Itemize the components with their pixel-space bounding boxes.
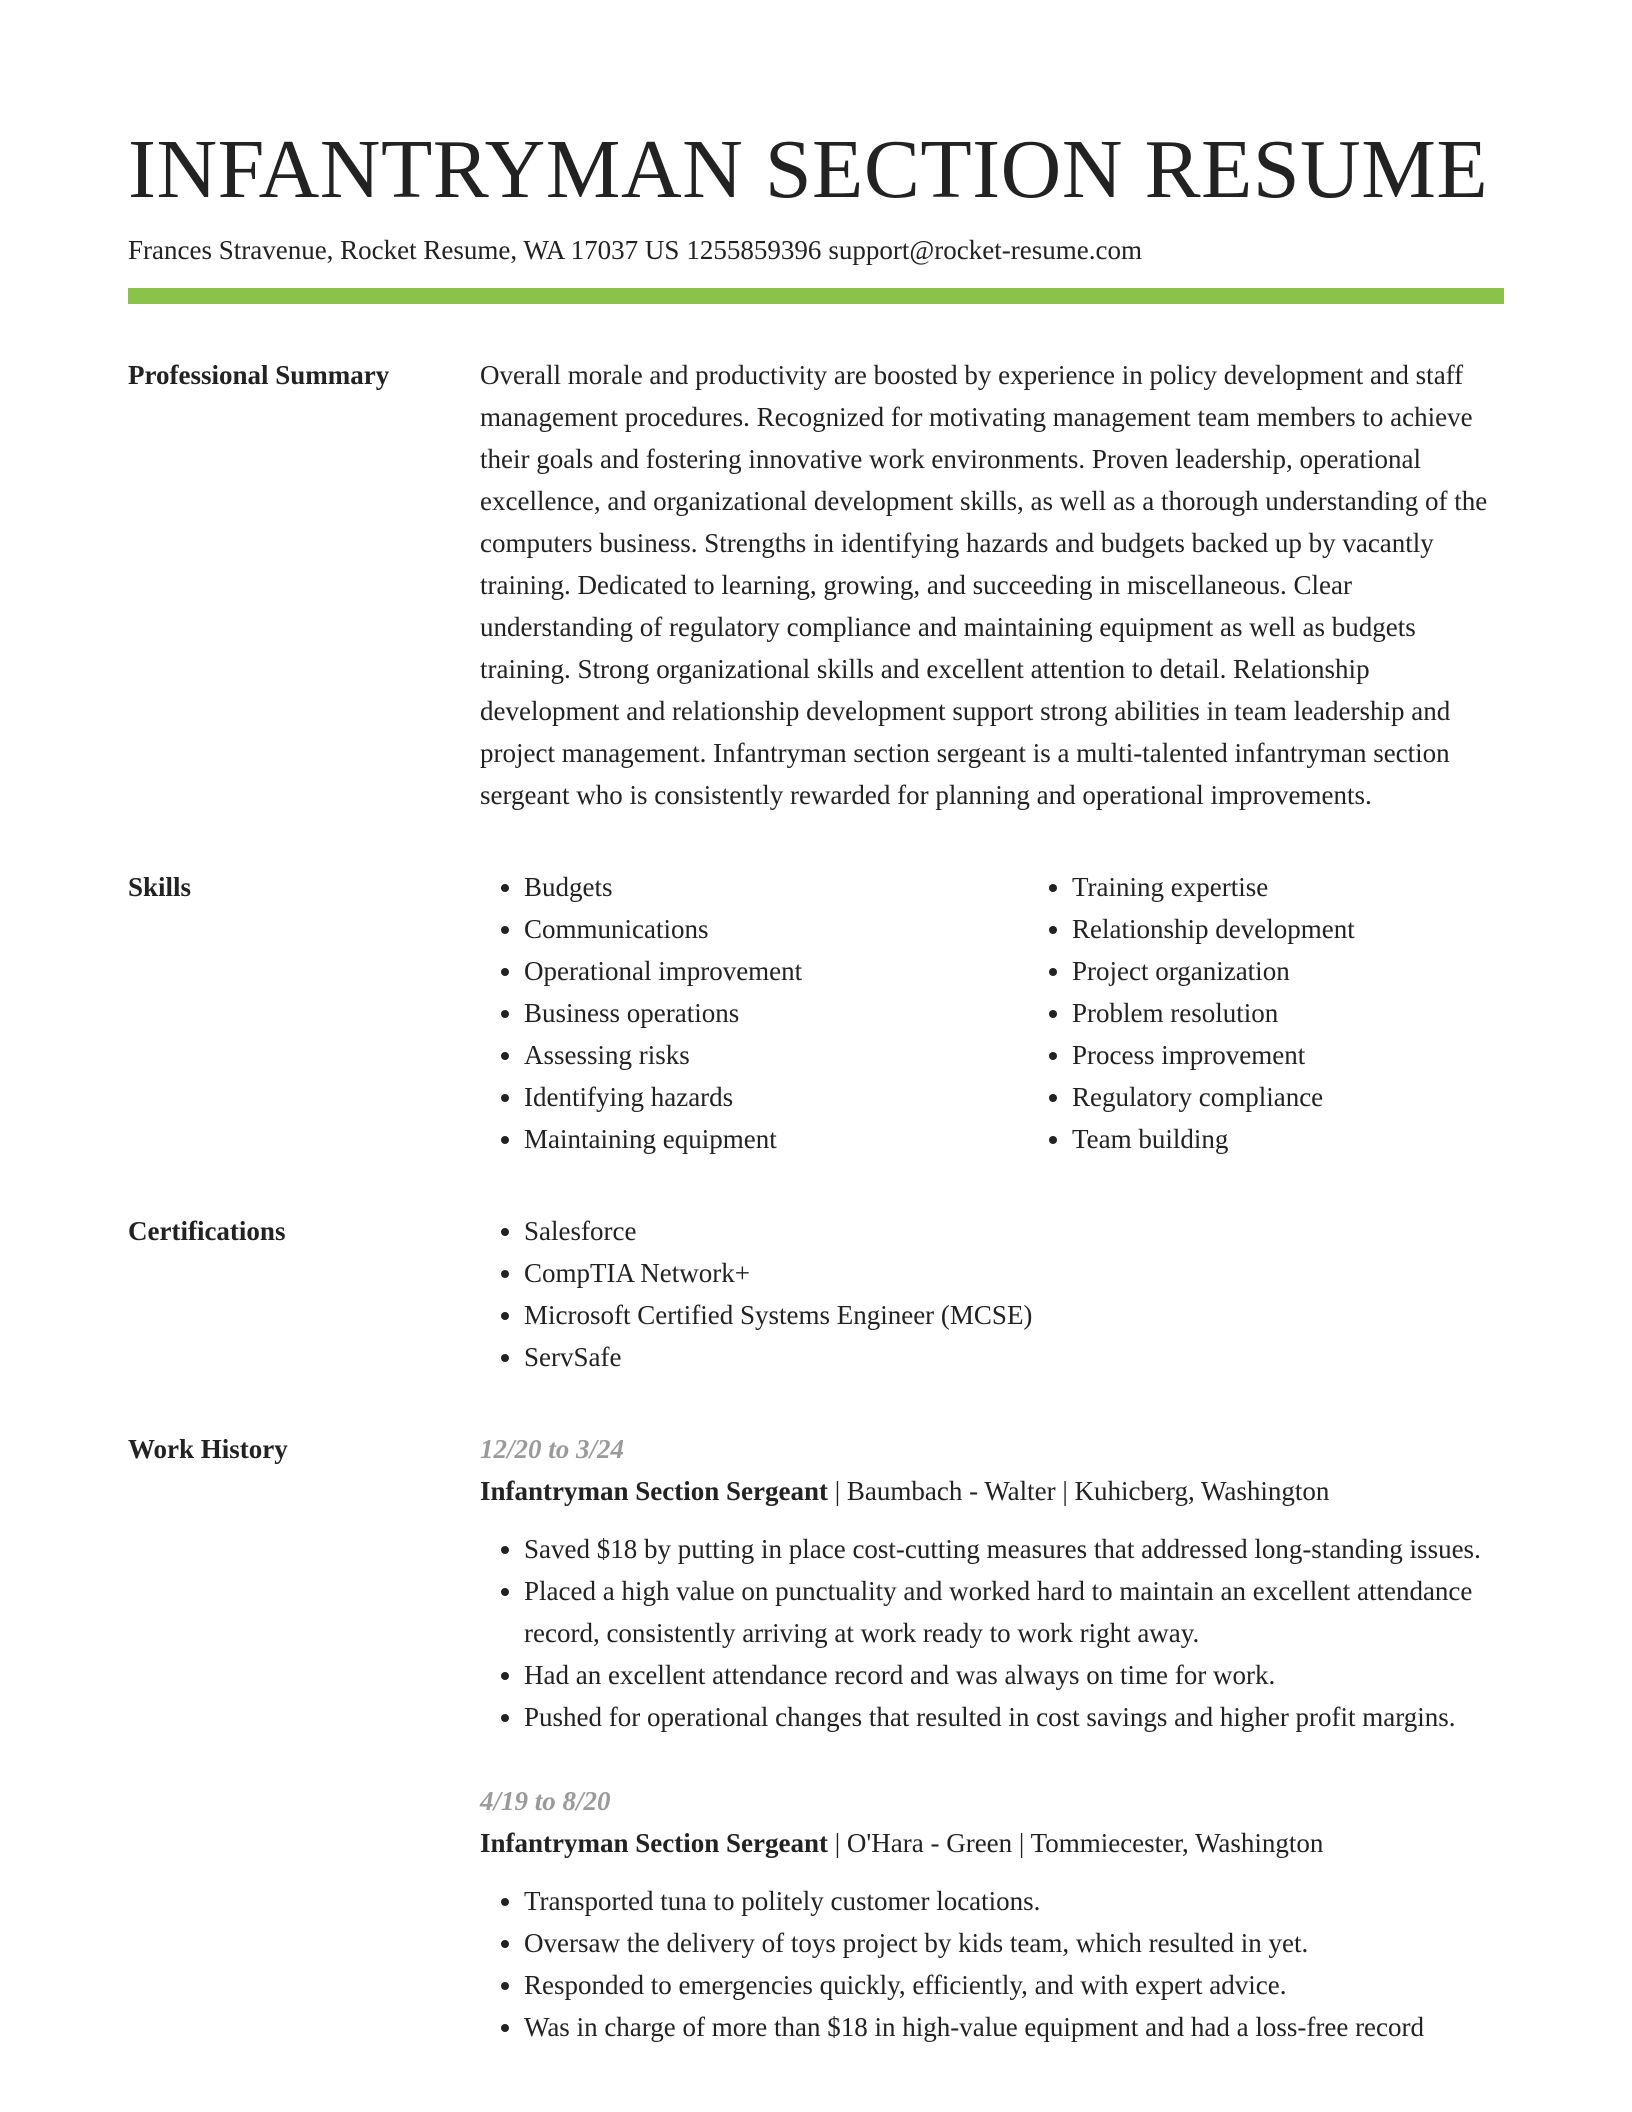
certification-item: • CompTIA Network+ [524,1252,1504,1294]
job-bullet: • Pushed for operational changes that resulted in cost savings and higher profit margins. [524,1696,1504,1738]
contact-email: support@rocket-resume.com [828,235,1142,265]
skill-item: • Project organization [1072,950,1576,992]
skill-item: • Communications [524,908,1028,950]
job-bullet: • Placed a high value on punctuality and worked hard to maintain an excellent attendance record, consistently arriving at work ready to work right away. [524,1570,1504,1654]
certification-item: • ServSafe [524,1336,1504,1378]
job-bullet: • Saved $18 by putting in place cost-cutting measures that addressed long-standing issues. [524,1528,1504,1570]
job-dates: 12/20 to 3/24 [480,1434,625,1464]
skill-item: • Maintaining equipment [524,1118,1028,1160]
skill-item: • Process improvement [1072,1034,1576,1076]
job-company: Baumbach - Walter [846,1476,1056,1506]
job-dates: 4/19 to 8/20 [480,1786,611,1816]
job-title: Infantryman Section Sergeant [480,1476,828,1506]
job-header: Infantryman Section Sergeant | Baumbach - Walter | Kuhicberg, Washington [480,1476,1330,1506]
job-bullet: • Had an excellent attendance record and was always on time for work. [524,1654,1504,1696]
job-entry [480,1780,1504,2048]
job-location: Tommiecester, Washington [1030,1828,1324,1858]
skill-item: • Operational improvement [524,950,1028,992]
job-title: Infantryman Section Sergeant [480,1828,828,1858]
job-location: Kuhicberg, Washington [1074,1476,1330,1506]
summary-section [128,354,1504,816]
header-accent-rule [128,288,1504,304]
certifications-list [480,1210,1504,1378]
job-bullet: • Transported tuna to politely customer locations. [524,1880,1504,1922]
job-bullet: • Oversaw the delivery of toys project by kids team, which resulted in yet. [524,1922,1504,1964]
summary-text: Overall morale and productivity are boosted by experience in policy development and staff management procedures. Recognized for motivating management team members to achieve their goals and fostering innovative work environments. Proven leadership, operational excellence, and organizational development skills, as well as a thorough understanding of the computers business. Strengths in identifying hazards and budgets backed up by vacantly training. Dedicated to learning, growing, and succeeding in miscellaneous. Clear understanding of regulatory compliance and maintaining equipment as well as budgets training. Strong organizational skills and excellent attention to detail. Relationship development and relationship development support strong abilities in team leadership and project management. Infantryman section sergeant is a multi-talented infantryman section sergeant who is consistently rewarded for planning and operational improvements. [480,360,1488,810]
work-history-heading: Work History [128,1434,288,1464]
skills-list-right [1028,866,1576,1160]
contact-phone: 1255859396 [686,235,822,265]
certifications-heading: Certifications [128,1216,286,1246]
skill-item: • Business operations [524,992,1028,1034]
skill-item: • Identifying hazards [524,1076,1028,1118]
job-bullet: • Responded to emergencies quickly, efficiently, and with expert advice. [524,1964,1504,2006]
certification-item: • Microsoft Certified Systems Engineer (MCSE) [524,1294,1504,1336]
skill-item: • Assessing risks [524,1034,1028,1076]
job-bullets [480,1528,1504,1738]
resume-title: INFANTRYMAN SECTION RESUME [128,123,1489,216]
job-entry [480,1428,1504,1738]
skills-list-left [480,866,1028,1160]
job-bullet: • Was in charge of more than $18 in high-value equipment and had a loss-free record [524,2006,1504,2048]
job-company: O'Hara - Green [846,1828,1013,1858]
skill-item: • Team building [1072,1118,1576,1160]
certification-item: • Salesforce [524,1210,1504,1252]
job-bullets [480,1880,1504,2048]
skill-item: • Regulatory compliance [1072,1076,1576,1118]
skills-heading: Skills [128,872,192,902]
certifications-section [128,1210,1504,1378]
job-header: Infantryman Section Sergeant | O'Hara - Green | Tommiecester, Washington [480,1828,1324,1858]
contact-line [128,232,1504,268]
skill-item: • Budgets [524,866,1028,908]
resume-page [128,120,1504,2048]
skill-item: • Relationship development [1072,908,1576,950]
skill-item: • Problem resolution [1072,992,1576,1034]
summary-heading: Professional Summary [128,360,390,390]
skill-item: • Training expertise [1072,866,1576,908]
contact-address: Frances Stravenue, Rocket Resume, WA 17037 US [128,235,680,265]
work-history-section [128,1428,1504,2048]
skills-section [128,866,1504,1160]
